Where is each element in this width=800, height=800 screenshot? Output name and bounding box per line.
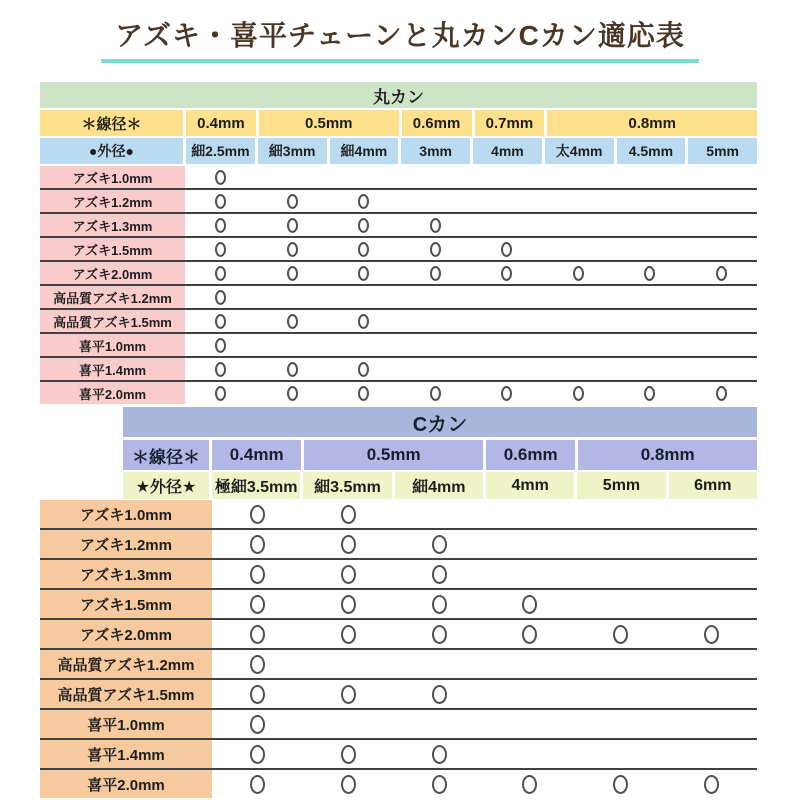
marukan-compat-cell xyxy=(471,262,543,284)
compat-circle-icon xyxy=(250,715,265,734)
ckan-compat-cell xyxy=(484,680,575,708)
marukan-outer-diameter-column: 細2.5mm xyxy=(186,138,255,164)
ckan-compat-cell xyxy=(212,530,303,558)
marukan-compat-cell xyxy=(400,334,472,356)
ckan-compat-cell xyxy=(303,530,394,558)
marukan-compat-cell xyxy=(257,214,329,236)
marukan-compat-cell xyxy=(614,334,686,356)
marukan-compat-cell xyxy=(471,358,543,380)
compat-circle-icon xyxy=(432,625,447,644)
ckan-compat-cell xyxy=(394,650,485,678)
ckan-compat-cell xyxy=(394,770,485,798)
marukan-compat-cell xyxy=(686,262,758,284)
marukan-chain-row xyxy=(40,382,757,404)
compat-circle-icon xyxy=(573,266,584,281)
ckan-chain-label: アズキ1.2mm xyxy=(40,530,212,558)
marukan-outer-diameter-column: 細4mm xyxy=(330,138,399,164)
compat-circle-icon xyxy=(430,242,441,257)
ckan-compat-cell xyxy=(394,620,485,648)
marukan-compat-cell xyxy=(686,358,758,380)
compat-circle-icon xyxy=(341,745,356,764)
ckan-compat-cell xyxy=(575,680,666,708)
compat-circle-icon xyxy=(287,314,298,329)
ckan-compat-cell xyxy=(575,530,666,558)
marukan-chain-label: 高品質アズキ1.2mm xyxy=(40,286,185,308)
compat-circle-icon xyxy=(250,655,265,674)
marukan-compat-cell xyxy=(543,214,615,236)
compat-circle-icon xyxy=(358,314,369,329)
ckan-compat-cell xyxy=(212,500,303,528)
ckan-compat-cell xyxy=(484,650,575,678)
marukan-outer-diameter-column: 5mm xyxy=(688,138,757,164)
marukan-compat-cell xyxy=(686,238,758,260)
ckan-compat-cell xyxy=(575,620,666,648)
ckan-chain-label: 高品質アズキ1.2mm xyxy=(40,650,212,678)
ckan-compat-cell xyxy=(303,710,394,738)
marukan-compat-cell xyxy=(686,310,758,332)
compat-circle-icon xyxy=(287,362,298,377)
marukan-chain-label: アズキ1.5mm xyxy=(40,238,185,260)
ckan-compat-cell xyxy=(666,710,757,738)
marukan-chain-label: アズキ1.3mm xyxy=(40,214,185,236)
ckan-chain-label: 喜平1.0mm xyxy=(40,710,212,738)
marukan-compat-cell xyxy=(257,334,329,356)
ckan-compat-cell xyxy=(575,710,666,738)
marukan-compat-cell xyxy=(471,190,543,212)
ckan-table xyxy=(40,500,757,798)
marukan-chain-row xyxy=(40,214,757,238)
ckan-chain-label: 高品質アズキ1.5mm xyxy=(40,680,212,708)
compat-circle-icon xyxy=(250,535,265,554)
compat-circle-icon xyxy=(501,266,512,281)
marukan-wire-diameter-group: 0.7mm xyxy=(475,110,545,136)
ckan-chain-row xyxy=(40,650,757,680)
marukan-compat-cell xyxy=(543,358,615,380)
marukan-compat-cell xyxy=(686,190,758,212)
compat-circle-icon xyxy=(215,242,226,257)
marukan-compat-cell xyxy=(400,262,472,284)
ckan-chain-row xyxy=(40,680,757,710)
marukan-compat-cell xyxy=(257,382,329,404)
marukan-table xyxy=(40,82,757,404)
marukan-outer-diameter-label: ●外径● xyxy=(40,138,183,164)
marukan-wire-diameter-group: 0.4mm xyxy=(186,110,256,136)
marukan-wire-diameter-group: 0.6mm xyxy=(402,110,472,136)
marukan-compat-cell xyxy=(185,214,257,236)
marukan-compat-cell xyxy=(614,190,686,212)
marukan-outer-diameter-column: 3mm xyxy=(401,138,470,164)
ckan-compat-cell xyxy=(484,560,575,588)
compat-circle-icon xyxy=(573,386,584,401)
marukan-compat-cell xyxy=(471,166,543,188)
marukan-compat-cell xyxy=(185,166,257,188)
marukan-compat-cell xyxy=(686,214,758,236)
compat-circle-icon xyxy=(430,386,441,401)
marukan-chain-row xyxy=(40,166,757,190)
ckan-compat-cell xyxy=(303,770,394,798)
page-title: アズキ・喜平チェーンと丸カンCカン適応表 xyxy=(101,14,699,63)
compat-circle-icon xyxy=(644,386,655,401)
marukan-compat-cell xyxy=(543,238,615,260)
marukan-chain-label: 喜平1.4mm xyxy=(40,358,185,380)
compat-circle-icon xyxy=(287,218,298,233)
compat-circle-icon xyxy=(250,505,265,524)
compat-circle-icon xyxy=(250,625,265,644)
marukan-outer-diameter-column: 4.5mm xyxy=(617,138,686,164)
compat-circle-icon xyxy=(341,775,356,794)
ckan-compat-cell xyxy=(484,740,575,768)
marukan-compat-cell xyxy=(686,166,758,188)
marukan-table-title: 丸カン xyxy=(40,82,757,108)
marukan-compat-cell xyxy=(257,262,329,284)
compat-circle-icon xyxy=(522,775,537,794)
ckan-compat-cell xyxy=(666,560,757,588)
ckan-table-title: Cカン xyxy=(123,407,757,437)
compat-circle-icon xyxy=(341,625,356,644)
marukan-compat-cell xyxy=(543,166,615,188)
marukan-compat-cell xyxy=(614,310,686,332)
compat-circle-icon xyxy=(250,595,265,614)
ckan-compat-cell xyxy=(484,620,575,648)
ckan-compat-cell xyxy=(303,650,394,678)
marukan-compat-cell xyxy=(614,358,686,380)
marukan-compat-cell xyxy=(185,286,257,308)
ckan-compat-cell xyxy=(303,740,394,768)
ckan-chain-row xyxy=(40,770,757,798)
marukan-compat-cell xyxy=(328,286,400,308)
marukan-outer-diameter-column: 4mm xyxy=(473,138,542,164)
ckan-compat-cell xyxy=(666,530,757,558)
ckan-chain-label: アズキ1.3mm xyxy=(40,560,212,588)
compat-circle-icon xyxy=(716,386,727,401)
ckan-compat-cell xyxy=(575,740,666,768)
compat-circle-icon xyxy=(215,194,226,209)
ckan-compat-cell xyxy=(484,770,575,798)
marukan-wire-diameter-group: 0.8mm xyxy=(547,110,757,136)
ckan-compat-cell xyxy=(212,710,303,738)
marukan-chain-row xyxy=(40,286,757,310)
compat-circle-icon xyxy=(430,218,441,233)
ckan-chain-label: アズキ2.0mm xyxy=(40,620,212,648)
ckan-compat-cell xyxy=(666,770,757,798)
marukan-compat-cell xyxy=(471,310,543,332)
marukan-compat-cell xyxy=(471,382,543,404)
compat-circle-icon xyxy=(250,565,265,584)
compat-circle-icon xyxy=(215,338,226,353)
compat-circle-icon xyxy=(215,386,226,401)
marukan-compat-cell xyxy=(543,310,615,332)
marukan-compat-cell xyxy=(185,238,257,260)
marukan-compat-cell xyxy=(328,310,400,332)
compat-circle-icon xyxy=(501,386,512,401)
ckan-compat-cell xyxy=(666,620,757,648)
marukan-compat-cell xyxy=(328,214,400,236)
marukan-compat-cell xyxy=(471,238,543,260)
compat-circle-icon xyxy=(613,775,628,794)
marukan-compat-cell xyxy=(686,382,758,404)
ckan-chain-row xyxy=(40,710,757,740)
marukan-wire-diameter-label: ＊線径＊ xyxy=(40,110,183,136)
ckan-compat-cell xyxy=(394,590,485,618)
marukan-compat-cell xyxy=(614,166,686,188)
ckan-compat-cell xyxy=(575,560,666,588)
marukan-chain-label: アズキ2.0mm xyxy=(40,262,185,284)
ckan-outer-diameter-column: 4mm xyxy=(486,472,574,499)
ckan-wire-diameter-row xyxy=(123,440,757,470)
ckan-compat-cell xyxy=(666,590,757,618)
ckan-outer-diameter-column: 細3.5mm xyxy=(303,472,391,499)
ckan-compat-cell xyxy=(666,650,757,678)
marukan-chain-row xyxy=(40,262,757,286)
compat-circle-icon xyxy=(432,535,447,554)
ckan-chain-row xyxy=(40,740,757,770)
marukan-compat-cell xyxy=(400,286,472,308)
compat-circle-icon xyxy=(704,775,719,794)
ckan-compat-cell xyxy=(394,680,485,708)
marukan-compat-cell xyxy=(257,238,329,260)
compat-circle-icon xyxy=(287,194,298,209)
marukan-wire-diameter-row xyxy=(40,110,757,136)
compat-circle-icon xyxy=(215,218,226,233)
ckan-compat-cell xyxy=(484,500,575,528)
compat-circle-icon xyxy=(215,170,226,185)
marukan-compat-cell xyxy=(257,166,329,188)
compat-circle-icon xyxy=(432,775,447,794)
ckan-chain-row xyxy=(40,590,757,620)
marukan-chain-row xyxy=(40,238,757,262)
ckan-compat-cell xyxy=(575,650,666,678)
marukan-chain-label: 喜平1.0mm xyxy=(40,334,185,356)
compat-circle-icon xyxy=(522,625,537,644)
compat-circle-icon xyxy=(250,745,265,764)
compat-circle-icon xyxy=(432,595,447,614)
ckan-compat-cell xyxy=(212,620,303,648)
marukan-compat-cell xyxy=(471,214,543,236)
ckan-compat-cell xyxy=(666,740,757,768)
marukan-compat-cell xyxy=(185,358,257,380)
ckan-compat-cell xyxy=(484,530,575,558)
marukan-compat-cell xyxy=(185,334,257,356)
ckan-chain-row xyxy=(40,530,757,560)
compat-circle-icon xyxy=(287,386,298,401)
ckan-compat-cell xyxy=(212,680,303,708)
marukan-compat-cell xyxy=(328,190,400,212)
ckan-chain-label: 喜平2.0mm xyxy=(40,770,212,798)
ckan-compat-cell xyxy=(212,650,303,678)
compat-circle-icon xyxy=(215,314,226,329)
marukan-compat-cell xyxy=(614,262,686,284)
ckan-compat-cell xyxy=(575,590,666,618)
compat-circle-icon xyxy=(341,565,356,584)
ckan-compat-cell xyxy=(303,680,394,708)
compat-circle-icon xyxy=(704,625,719,644)
ckan-chain-label: アズキ1.0mm xyxy=(40,500,212,528)
ckan-outer-diameter-column: 6mm xyxy=(669,472,757,499)
marukan-compat-cell xyxy=(400,238,472,260)
compat-circle-icon xyxy=(501,242,512,257)
compat-circle-icon xyxy=(644,266,655,281)
compat-circle-icon xyxy=(430,266,441,281)
marukan-chain-label: 喜平2.0mm xyxy=(40,382,185,404)
compat-circle-icon xyxy=(432,745,447,764)
marukan-outer-diameter-column: 細3mm xyxy=(258,138,327,164)
marukan-compat-cell xyxy=(328,238,400,260)
compat-circle-icon xyxy=(432,685,447,704)
marukan-compat-cell xyxy=(614,382,686,404)
marukan-compat-cell xyxy=(543,262,615,284)
ckan-table-header xyxy=(123,407,757,501)
marukan-compat-cell xyxy=(400,382,472,404)
marukan-chain-row xyxy=(40,358,757,382)
marukan-rows xyxy=(40,166,757,404)
marukan-chain-row xyxy=(40,334,757,358)
marukan-compat-cell xyxy=(257,190,329,212)
ckan-wire-diameter-group: 0.8mm xyxy=(578,440,757,470)
ckan-compat-cell xyxy=(575,770,666,798)
compat-circle-icon xyxy=(341,535,356,554)
marukan-compat-cell xyxy=(328,166,400,188)
marukan-compat-cell xyxy=(686,286,758,308)
compat-circle-icon xyxy=(250,775,265,794)
marukan-compat-cell xyxy=(686,334,758,356)
ckan-compat-cell xyxy=(666,680,757,708)
ckan-outer-diameter-row xyxy=(123,472,757,499)
ckan-chain-label: アズキ1.5mm xyxy=(40,590,212,618)
marukan-compat-cell xyxy=(400,190,472,212)
marukan-chain-label: 高品質アズキ1.5mm xyxy=(40,310,185,332)
compat-circle-icon xyxy=(287,242,298,257)
compat-circle-icon xyxy=(341,595,356,614)
ckan-wire-diameter-group: 0.6mm xyxy=(486,440,575,470)
ckan-compat-cell xyxy=(212,770,303,798)
ckan-compat-cell xyxy=(484,590,575,618)
compat-circle-icon xyxy=(215,290,226,305)
ckan-compat-cell xyxy=(394,710,485,738)
marukan-compat-cell xyxy=(471,286,543,308)
compat-circle-icon xyxy=(613,625,628,644)
ckan-outer-diameter-label: ★外径★ xyxy=(123,472,209,499)
compat-circle-icon xyxy=(341,685,356,704)
marukan-chain-row xyxy=(40,310,757,334)
marukan-compat-cell xyxy=(543,334,615,356)
marukan-compat-cell xyxy=(257,286,329,308)
compat-circle-icon xyxy=(358,242,369,257)
compat-circle-icon xyxy=(358,266,369,281)
compat-circle-icon xyxy=(358,362,369,377)
marukan-outer-diameter-column: 太4mm xyxy=(545,138,614,164)
compat-circle-icon xyxy=(215,362,226,377)
ckan-wire-diameter-label: ＊線径＊ xyxy=(123,440,209,470)
compat-circle-icon xyxy=(287,266,298,281)
ckan-outer-diameter-column: 5mm xyxy=(577,472,665,499)
compat-circle-icon xyxy=(215,266,226,281)
compat-circle-icon xyxy=(358,386,369,401)
ckan-compat-cell xyxy=(575,500,666,528)
ckan-compat-cell xyxy=(303,500,394,528)
ckan-compat-cell xyxy=(484,710,575,738)
compat-circle-icon xyxy=(716,266,727,281)
marukan-wire-diameter-group: 0.5mm xyxy=(259,110,399,136)
marukan-outer-diameter-row xyxy=(40,138,757,164)
ckan-chain-row xyxy=(40,620,757,650)
ckan-compat-cell xyxy=(394,530,485,558)
ckan-compat-cell xyxy=(394,500,485,528)
marukan-compat-cell xyxy=(614,214,686,236)
marukan-compat-cell xyxy=(328,382,400,404)
ckan-compat-cell xyxy=(394,560,485,588)
marukan-chain-row xyxy=(40,190,757,214)
ckan-rows xyxy=(40,500,757,798)
ckan-wire-diameter-group: 0.4mm xyxy=(212,440,301,470)
ckan-wire-diameter-group: 0.5mm xyxy=(304,440,483,470)
marukan-chain-label: アズキ1.2mm xyxy=(40,190,185,212)
marukan-compat-cell xyxy=(400,166,472,188)
ckan-compat-cell xyxy=(303,620,394,648)
marukan-compat-cell xyxy=(185,262,257,284)
compat-circle-icon xyxy=(432,565,447,584)
ckan-compat-cell xyxy=(212,560,303,588)
marukan-compat-cell xyxy=(400,310,472,332)
marukan-compat-cell xyxy=(471,334,543,356)
marukan-compat-cell xyxy=(257,358,329,380)
ckan-compat-cell xyxy=(212,740,303,768)
marukan-compat-cell xyxy=(400,214,472,236)
marukan-compat-cell xyxy=(257,310,329,332)
compat-circle-icon xyxy=(358,218,369,233)
marukan-compat-cell xyxy=(185,382,257,404)
marukan-compat-cell xyxy=(185,310,257,332)
marukan-compat-cell xyxy=(543,190,615,212)
ckan-outer-diameter-column: 極細3.5mm xyxy=(212,472,300,499)
ckan-compat-cell xyxy=(394,740,485,768)
compat-circle-icon xyxy=(522,595,537,614)
ckan-compat-cell xyxy=(666,500,757,528)
ckan-outer-diameter-column: 細4mm xyxy=(395,472,483,499)
ckan-compat-cell xyxy=(303,590,394,618)
ckan-chain-row xyxy=(40,500,757,530)
compat-circle-icon xyxy=(358,194,369,209)
marukan-compat-cell xyxy=(328,358,400,380)
marukan-compat-cell xyxy=(543,382,615,404)
compat-circle-icon xyxy=(341,505,356,524)
compat-circle-icon xyxy=(250,685,265,704)
marukan-compat-cell xyxy=(328,262,400,284)
marukan-chain-label: アズキ1.0mm xyxy=(40,166,185,188)
marukan-compat-cell xyxy=(614,286,686,308)
ckan-chain-label: 喜平1.4mm xyxy=(40,740,212,768)
marukan-compat-cell xyxy=(185,190,257,212)
marukan-compat-cell xyxy=(328,334,400,356)
marukan-compat-cell xyxy=(543,286,615,308)
marukan-compat-cell xyxy=(614,238,686,260)
ckan-compat-cell xyxy=(303,560,394,588)
title-bar xyxy=(0,14,800,63)
ckan-chain-row xyxy=(40,560,757,590)
marukan-compat-cell xyxy=(400,358,472,380)
ckan-compat-cell xyxy=(212,590,303,618)
